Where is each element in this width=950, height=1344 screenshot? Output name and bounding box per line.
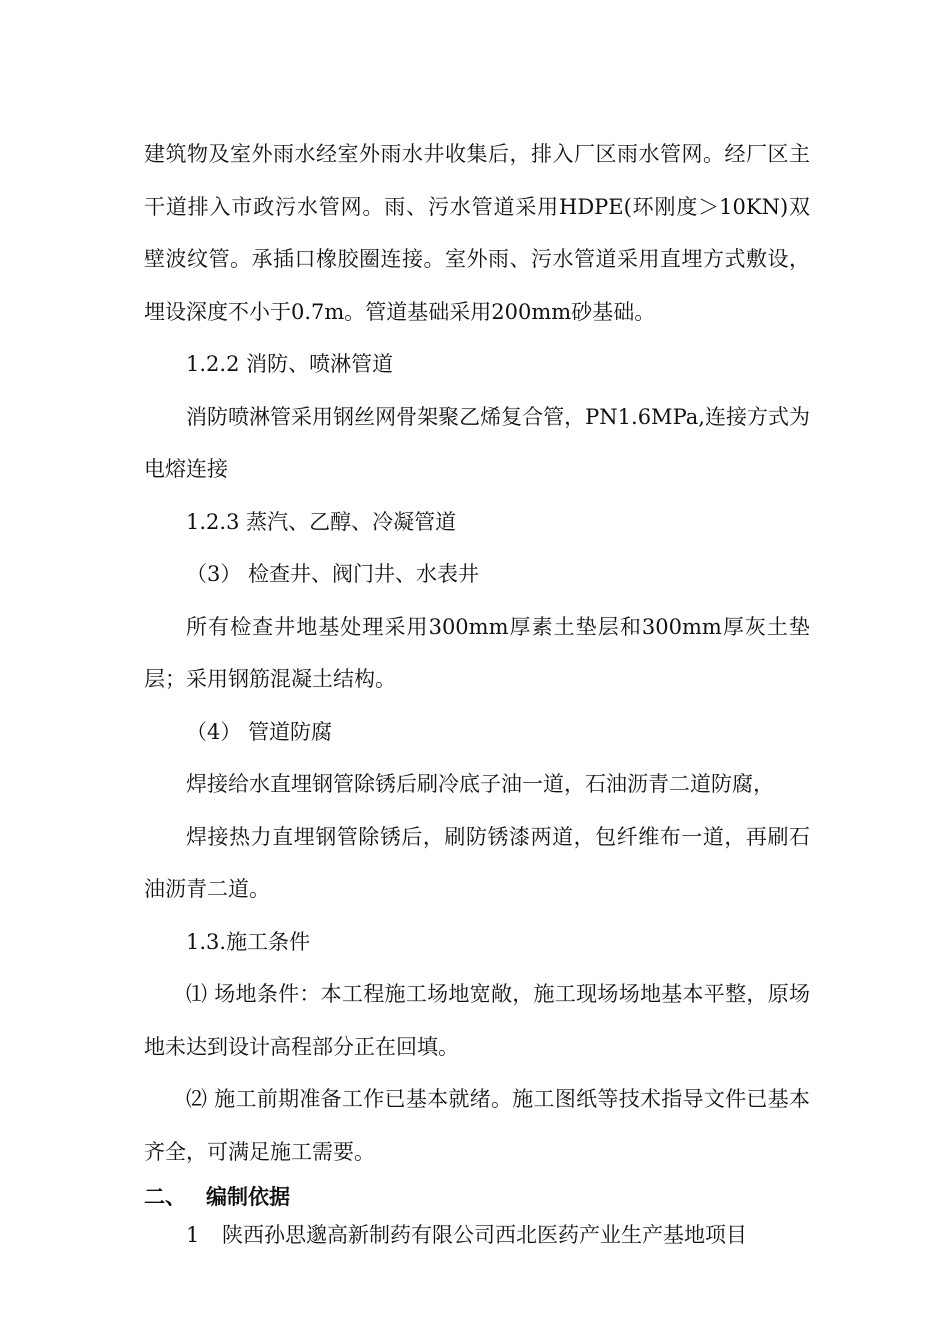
heading-inspection-wells: （3） 检查井、阀门井、水表井	[186, 562, 480, 586]
paragraph-inspection-wells: 所有检查井地基处理采用300mm厚素土垫层和300mm厚灰土垫层；采用钢筋混凝土结构。	[144, 614, 810, 691]
paragraph-water-pipe-anticorrosion: 焊接给水直埋钢管除锈后刷冷底子油一道，石油沥青二道防腐，	[186, 772, 774, 796]
heading-1-3: 1.3.施工条件	[186, 929, 311, 954]
list-item	[144, 1216, 810, 1254]
paragraph-site-conditions: ⑴ 场地条件：本工程施工场地宽敞，施工现场场地基本平整，原场地未达到设计高程部分正在回填。	[144, 982, 810, 1059]
document-body	[144, 128, 810, 1254]
paragraph-preparation: ⑵ 施工前期准备工作已基本就绪。施工图纸等技术指导文件已基本齐全，可满足施工需要。	[144, 1087, 810, 1164]
list-item-text: 陕西孙思邈高新制药有限公司西北医药产业生产基地项目	[222, 1223, 747, 1247]
chapter-title: 编制依据	[206, 1185, 290, 1209]
heading-anticorrosion: （4） 管道防腐	[186, 719, 333, 744]
paragraph-heat-pipe-anticorrosion: 焊接热力直埋钢管除锈后，刷防锈漆两道，包纤维布一道，再刷石油沥青二道。	[144, 824, 810, 901]
list-item-number: 1	[186, 1223, 200, 1247]
heading-1-2-2: 1.2.2 消防、喷淋管道	[186, 352, 394, 376]
heading-1-2-3: 1.2.3 蒸汽、乙醇、冷凝管道	[186, 509, 457, 534]
paragraph-fire-sprinkler: 消防喷淋管采用钢丝网骨架聚乙烯复合管，PN1.6MPa,连接方式为电熔连接	[144, 404, 810, 481]
paragraph-drainage: 建筑物及室外雨水经室外雨水井收集后，排入厂区雨水管网。经厂区主干道排入市政污水管网。雨、污水管道采用HDPE(环刚度＞10KN)双壁波纹管。承插口橡胶圈连接。室外雨、污水管道采用直埋方式敷设，埋设深度不小于0.7m。管道基础采用200mm砂基础。	[144, 142, 810, 324]
chapter-number: 二、	[144, 1185, 186, 1209]
chapter-heading	[144, 1178, 810, 1216]
